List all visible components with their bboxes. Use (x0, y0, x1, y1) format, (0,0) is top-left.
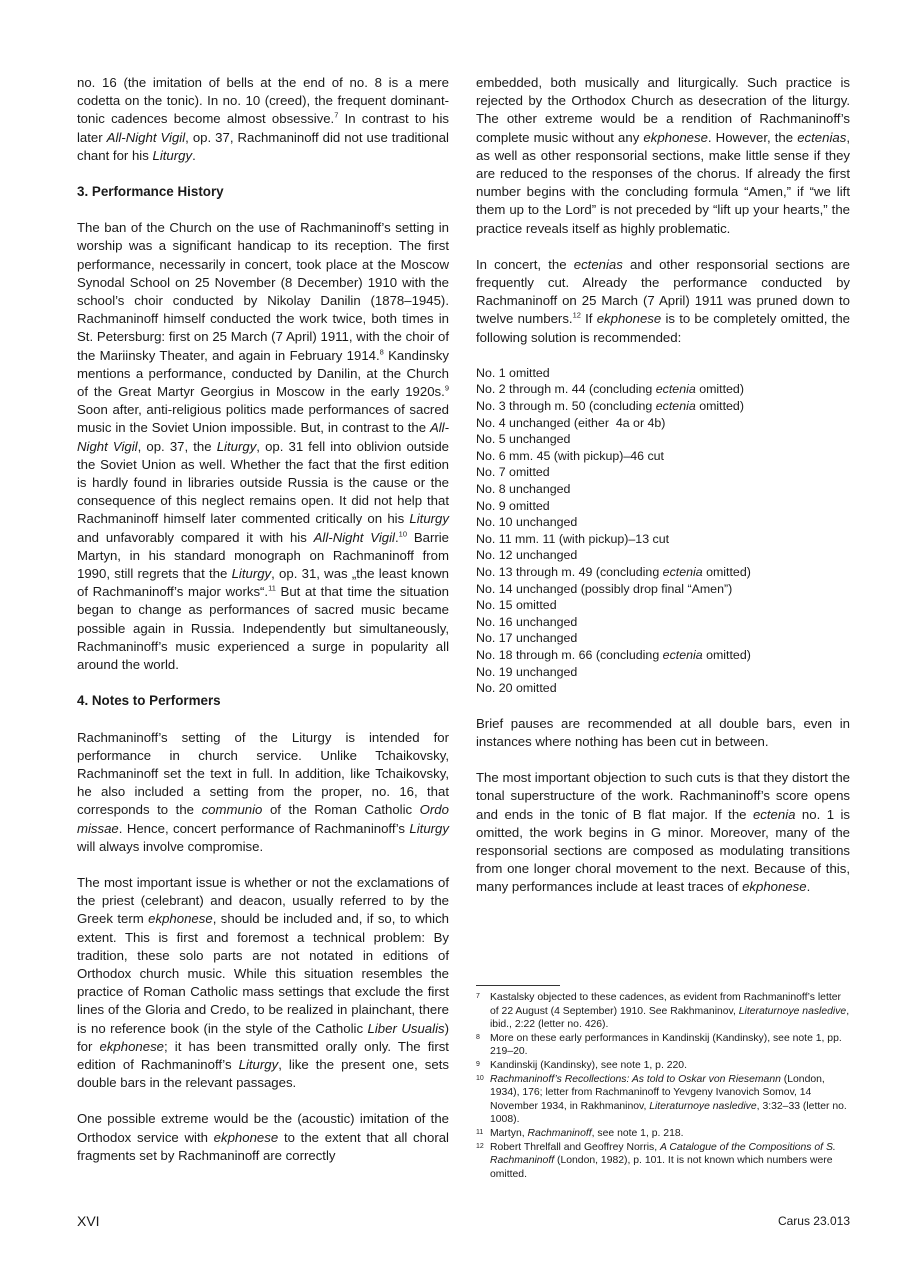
footnote-number: 11 (476, 1128, 484, 1136)
footnote-number: 8 (476, 1033, 480, 1041)
footnote-number: 12 (476, 1142, 484, 1150)
paragraph: One possible extreme would be the (acoustic) imitation of the Orthodox service with ekphonese to the extent that all choral fragments set by Rachmaninoff are correctly (77, 1111, 449, 1163)
footnote-text: Martyn, Rachmaninoff, see note 1, p. 218. (490, 1127, 684, 1139)
list-item: No. 8 unchanged (476, 482, 571, 496)
paragraph: The ban of the Church on the use of Rachmaninoff’s setting in worship was a significant handicap to its reception. The first performance, necessarily in concert, took place at the Moscow Synodal School on 25 November (8 December) 1910 with the school’s choir conducted by Nikolay Danilin (1878–1945). Rachmaninoff himself conducted the work twice, both times in St. Petersburg: first on 25 March (7 April) 1911, with the choir of the Mariinsky Theater, and again in February 1914.$^8$ Kandinsky mentions a performance, conducted by Danilin, at the Church of the Great Martyr Georgius in Moscow in the early 1920s.$^9$ Soon after, anti-religious politics made performances of sacred music in the Soviet Union impossible. But, in contrast to the All-Night Vigil, op. 37, the Liturgy, op. 31 fell into oblivion outside the Soviet Union as well. Whether the fact that the first edition is hardly found in libraries outside Russia is the cause or the consequence of this neglect remains open. It did not help that Rachmaninoff himself later commented critically on his Liturgy and unfavorably compared it with his All-Night Vigil.$^{10}$ Barrie Martyn, in his standard monograph on Rachmaninoff from 1990, still regrets that the Liturgy, op. 31, was „the least known of Rachmaninoff’s major works“.$^{11}$ But at that time the situation began to change as performances of sacred music became possible again in Russia. Independently but simultaneously, Rachmaninoff’s music experienced a surge in popularity all around the world. (77, 220, 449, 673)
list-item: No. 4 unchanged (either 4a or 4b) (476, 415, 666, 430)
section-heading-notes-to-performers: 4. Notes to Performers (77, 693, 221, 709)
list-item: No. 15 omitted (476, 598, 557, 613)
list-item: No. 6 mm. 45 (with pickup)–46 cut (476, 448, 665, 463)
list-item: No. 18 through m. 66 (concluding ectenia omitted) (476, 647, 751, 662)
list-item: No. 1 omitted (476, 365, 550, 380)
left-column (77, 74, 449, 1183)
footnote (476, 1032, 850, 1059)
paragraph: Rachmaninoff’s setting of the Liturgy is intended for performance in church service. Unlike Tchaikovsky, Rachmaninoff set the text in full. In addition, like Tchaikovsky, he also included a setting from the proper, no. 16, that corresponds to the communio of the Roman Catholic Ordo missae. Hence, concert performance of Rachmaninoff’s Liturgy will always involve compromise. (77, 729, 449, 854)
footnote-text: Rachmaninoff’s Recollections: As told to Oskar von Riesemann (London, 1934), 176; letter from Rachmaninoff to Yevgeny Ivanovich Somov, 14 November 1934, in Rakhmaninov, Literaturnoye nasledive, 3:32–33 (letter no. 1008). (490, 1073, 847, 1126)
list-item: No. 2 through m. 44 (concluding ectenia omitted) (476, 382, 744, 397)
paragraph: embedded, both musically and liturgically. Such practice is rejected by the Orthodox Church as desecration of the liturgy. The other extreme would be a rendition of Rachmaninoff’s complete music without any ekphonese. However, the ectenias, as well as other responsorial sections, make little sense if they are reduced to the responses of the chorus. If already the first number begins with the concluding formula “Amen,” if “we lift them up to the Lord” is not preceded by “lift up your hearts,” the practice reveals itself as highly problematic. (476, 75, 850, 236)
page-number: XVI (77, 1213, 100, 1229)
footnote (476, 1073, 850, 1127)
list-item: No. 16 unchanged (476, 614, 578, 629)
list-item: No. 12 unchanged (476, 548, 578, 563)
right-column (476, 74, 850, 915)
paragraph: The most important objection to such cuts is that they distort the tonal superstructure of the work. Rachmaninoff’s score opens and ends in the tonic of B flat major. If the ectenia no. 1 is omitted, the work begins in G minor. Moreover, many of the responsorial sections are composed as modulating transitions from one longer choral movement to the next. Because of this, many performances include at least traces of ekphonese. (476, 770, 851, 895)
list-item: No. 17 unchanged (476, 631, 578, 646)
footnote-number: 9 (476, 1060, 480, 1068)
paragraph: In concert, the ectenias and other responsorial sections are frequently cut. Already the performance conducted by Rachmaninoff on 25 March (7 April) 1911 was pruned down to twelve numbers.$^{12}$ If ekphonese is to be completely omitted, the following solution is recommended: (476, 256, 851, 345)
list-item: No. 11 mm. 11 (with pickup)–13 cut (476, 531, 670, 546)
section-heading-performance-history: 3. Performance History (77, 184, 224, 200)
footnote-text: Kandinskij (Kandinsky), see note 1, p. 220. (490, 1059, 687, 1071)
paragraph: The most important issue is whether or not the exclamations of the priest (celebrant) and deacon, usually referred to by the Greek term ekphonese, should be included and, if so, to which extent. This is first and foremost a technical problem: By tradition, these solo parts are not notated in editions of Orthodox church music. While this situation resembles the practice of Roman Catholic mass settings that exclude the first lines of the Gloria and Credo, to be realized in plainchant, there is no reference book (in the style of the Catholic Liber Usualis) for ekphonese; it has been transmitted orally only. The first edition of Rachmaninoff’s Liturgy, like the present one, sets double bars in the relevant passages. (77, 874, 449, 1091)
list-item: No. 5 unchanged (476, 432, 571, 447)
list-item: No. 9 omitted (476, 498, 550, 513)
footnote-number: 7 (476, 993, 480, 1000)
footnote (476, 1141, 850, 1182)
list-item: No. 3 through m. 50 (concluding ectenia omitted) (476, 399, 744, 414)
recommended-cuts-list (476, 365, 850, 697)
list-item: No. 7 omitted (476, 465, 550, 480)
footnote (476, 1059, 850, 1073)
footnote-text: Robert Threlfall and Geoffrey Norris, A Catalogue of the Compositions of S. Rachmaninoff (London, 1982), p. 101. It is not known which numbers were omitted. (490, 1141, 836, 1180)
footnote-text: Kastalsky objected to these cadences, as evident from Rachmaninoff’s letter of 22 August (4 September) 1910. See Rakhmaninov, Literaturnoye nasledive, ibid., 2:22 (letter no. 426). (490, 992, 850, 1031)
publisher-reference: Carus 23.013 (777, 1214, 850, 1228)
footnotes (476, 991, 850, 1181)
list-item: No. 20 omitted (476, 681, 557, 696)
footnote (476, 1127, 850, 1141)
list-item: No. 14 unchanged (possibly drop final “Amen”) (476, 581, 733, 596)
footnote-divider (476, 985, 560, 986)
footnote-text: More on these early performances in Kandinskij (Kandinsky), see note 1, pp. 219–20. (490, 1032, 842, 1058)
paragraph: no. 16 (the imitation of bells at the end of no. 8 is a mere codetta on the tonic). In no. 10 (creed), the frequent dominant-tonic cadences become almost obsessive.$^7$ In contrast to his later All-Night Vigil, op. 37, Rachmaninoff did not use traditional chant for his Liturgy. (77, 75, 449, 163)
footnote (476, 991, 850, 1032)
list-item: No. 13 through m. 49 (concluding ectenia omitted) (476, 564, 751, 579)
footnote-number: 10 (476, 1074, 484, 1082)
list-item: No. 10 unchanged (476, 515, 578, 530)
paragraph: Brief pauses are recommended at all double bars, even in instances where nothing has been cut in between. (476, 715, 850, 749)
list-item: No. 19 unchanged (476, 664, 578, 679)
